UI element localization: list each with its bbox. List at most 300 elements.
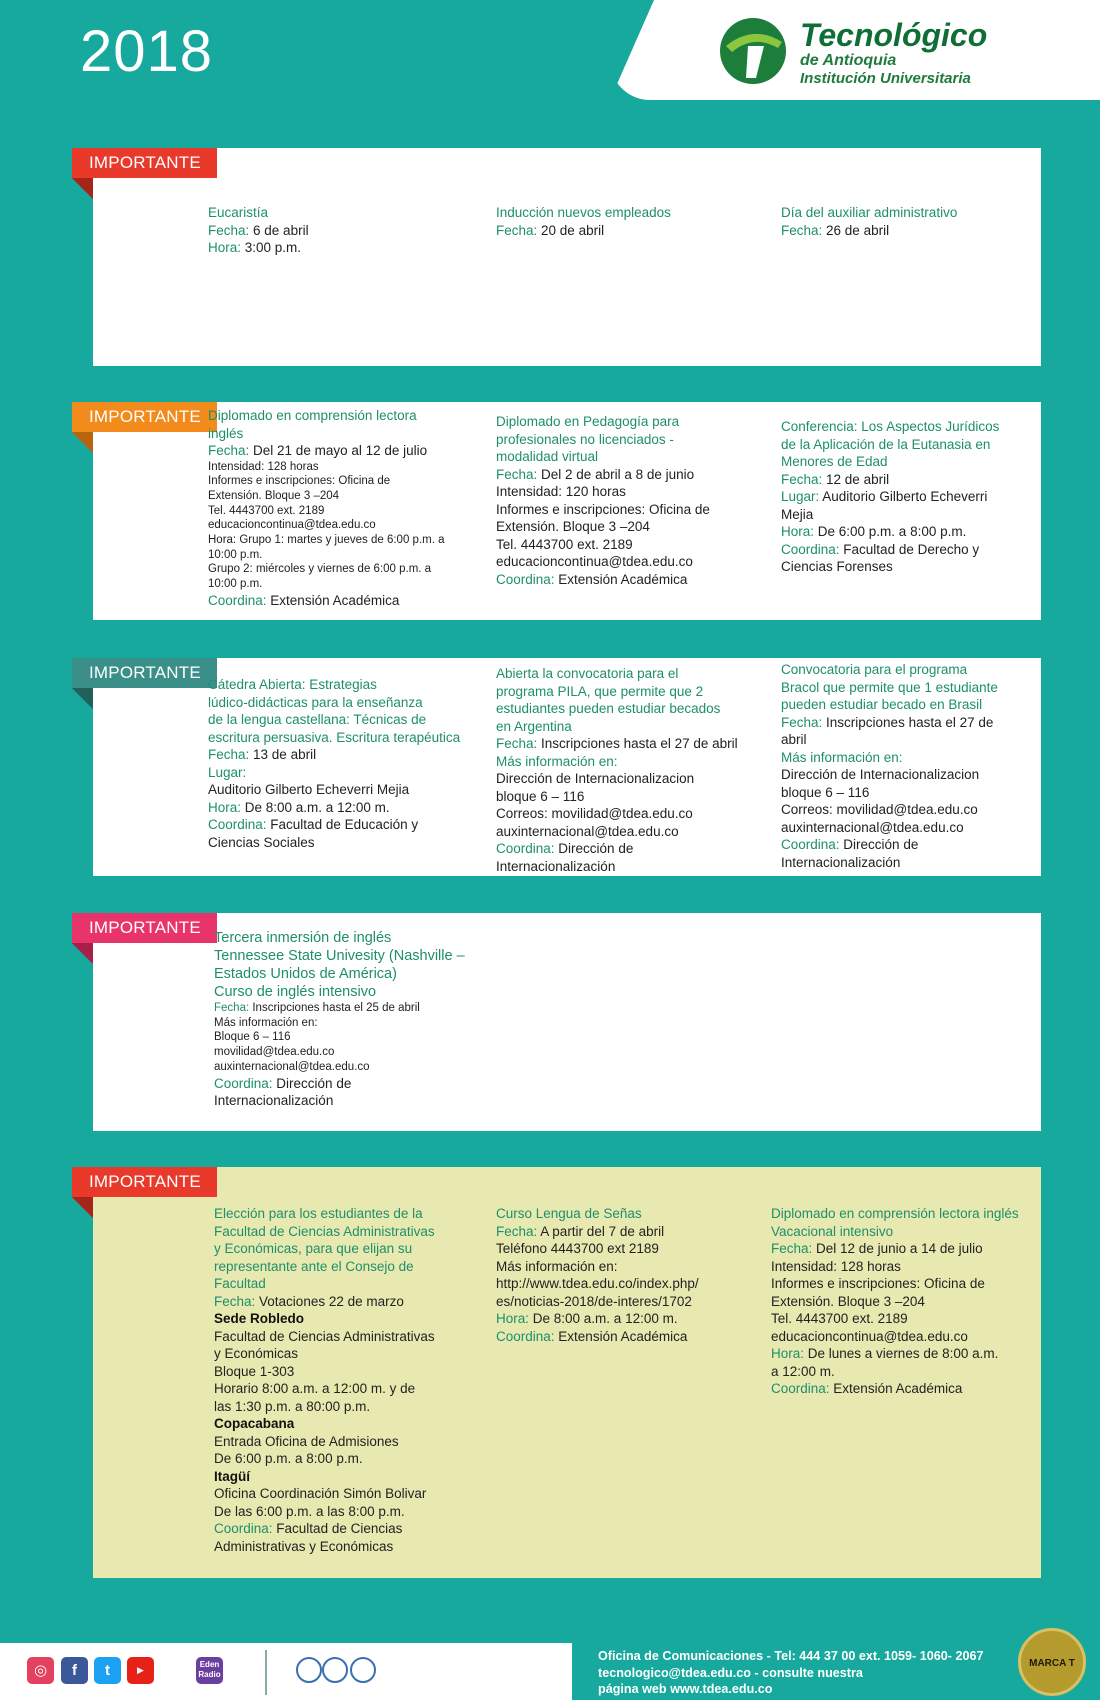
- event-line: [496, 518, 756, 536]
- event-text: Correos: movilidad@tdea.edu.co: [781, 802, 978, 817]
- event-text: Facultad de Ciencias Administrativas: [214, 1223, 435, 1239]
- event-text: representante ante el Consejo de: [214, 1258, 414, 1274]
- event-text: bloque 6 – 116: [781, 784, 870, 800]
- event-column: [496, 413, 756, 588]
- event-text: De lunes a viernes de 8:00 a.m.: [804, 1346, 999, 1361]
- event-text: Auditorio Gilberto Echeverri Mejia: [208, 782, 410, 797]
- event-line: [496, 1293, 756, 1311]
- event-text: Facultad de Derecho y: [839, 541, 980, 557]
- event-text: Internacionalización: [781, 854, 901, 870]
- event-line: [781, 731, 1031, 749]
- event-line: [214, 1275, 484, 1293]
- event-text: Dirección de Internacionalizacion: [496, 771, 695, 786]
- event-text: Informes e inscripciones: Oficina de: [496, 501, 710, 517]
- event-text: programa PILA, que permite que 2: [496, 683, 704, 699]
- logo-line2: de Antioquia: [800, 52, 897, 69]
- event-text: Fecha:: [496, 466, 538, 482]
- event-line: [208, 592, 478, 610]
- event-text: Dirección de: [839, 837, 919, 852]
- event-column: [781, 204, 1031, 239]
- event-line: [496, 1328, 756, 1346]
- event-text: Extensión Académica: [266, 592, 400, 608]
- event-line: [771, 1328, 1041, 1346]
- event-text: Más información en:: [781, 749, 903, 765]
- event-text: Itagüí: [214, 1468, 250, 1484]
- event-line: [771, 1275, 1041, 1293]
- event-line: [214, 1380, 484, 1398]
- event-text: Del 2 de abril a 8 de junio: [537, 466, 695, 482]
- event-line: [208, 834, 478, 852]
- event-line: [496, 466, 756, 484]
- event-text: Dirección de Internacionalizacion: [781, 767, 980, 782]
- event-line: [496, 553, 756, 571]
- event-text: Extensión. Bloque 3 –204: [208, 489, 340, 502]
- event-text: Facultad: [214, 1276, 266, 1291]
- event-line: [781, 696, 1031, 714]
- event-text: Ciencias Sociales: [208, 834, 315, 850]
- event-text: De 8:00 a.m. a 12:00 m.: [241, 799, 390, 815]
- tag-label: IMPORTANTE: [89, 663, 201, 682]
- event-line: [781, 661, 1031, 679]
- event-line: [208, 204, 478, 222]
- event-line: [781, 488, 1031, 506]
- event-text: Dirección de: [554, 841, 634, 856]
- event-line: [496, 770, 756, 788]
- event-line: [781, 558, 1031, 576]
- event-text: Sede Robledo: [214, 1311, 305, 1326]
- event-text: modalidad virtual: [496, 449, 599, 464]
- event-line: [214, 1485, 484, 1503]
- event-text: escritura persuasiva. Escritura terapéutica: [208, 729, 461, 745]
- event-line: [214, 1045, 514, 1060]
- event-line: [781, 836, 1031, 854]
- event-text: Extensión. Bloque 3 –204: [771, 1293, 925, 1309]
- event-text: Más información en:: [496, 1258, 618, 1274]
- logo-icon: [718, 16, 788, 86]
- event-line: [214, 929, 514, 947]
- event-text: Tel. 4443700 ext. 2189: [771, 1311, 908, 1326]
- event-line: [771, 1363, 1041, 1381]
- event-column: [496, 204, 756, 239]
- event-column: [208, 676, 478, 851]
- event-line: [496, 1240, 756, 1258]
- event-text: Eucaristía: [208, 205, 269, 220]
- event-line: [781, 204, 1031, 222]
- event-text: Intensidad: 128 horas: [771, 1258, 901, 1274]
- event-line: [781, 714, 1031, 732]
- event-line: [214, 965, 514, 983]
- event-text: Coordina:: [771, 1381, 830, 1396]
- event-text: Lugar:: [781, 489, 820, 504]
- event-text: Diplomado en comprensión lectora: [208, 408, 417, 423]
- event-text: Fecha:: [208, 747, 250, 762]
- event-line: [208, 442, 478, 460]
- event-line: [496, 665, 756, 683]
- event-line: [496, 413, 756, 431]
- event-text: Entrada Oficina de Admisiones: [214, 1433, 399, 1449]
- event-line: [496, 683, 756, 701]
- event-text: http://www.tdea.edu.co/index.php/: [496, 1276, 699, 1291]
- event-text: movilidad@tdea.edu.co: [214, 1046, 335, 1059]
- event-line: [781, 679, 1031, 697]
- event-text: Fecha:: [208, 222, 250, 238]
- event-text: profesionales no licenciados -: [496, 431, 674, 447]
- event-text: Coordina:: [781, 541, 840, 557]
- event-text: Hora:: [208, 799, 242, 815]
- event-line: [771, 1380, 1041, 1398]
- event-text: Lugar:: [208, 764, 247, 780]
- event-line: [496, 1205, 756, 1223]
- youtube-icon[interactable]: ▶: [127, 1657, 154, 1684]
- event-line: [781, 436, 1031, 454]
- event-line: [208, 548, 478, 563]
- event-text: Elección para los estudiantes de la: [214, 1206, 423, 1221]
- event-text: Cátedra Abierta: Estrategias: [208, 677, 377, 692]
- event-line: [214, 1205, 484, 1223]
- event-line: [496, 222, 756, 240]
- twitter-icon[interactable]: t: [94, 1657, 121, 1684]
- event-text: Inscripciones hasta el 27 de: [822, 714, 994, 730]
- event-text: 3:00 p.m.: [241, 240, 302, 255]
- event-line: [214, 1345, 484, 1363]
- event-text: Fecha:: [781, 471, 823, 487]
- event-text: auxinternacional@tdea.edu.co: [781, 819, 964, 835]
- event-line: [214, 983, 514, 1001]
- event-line: [214, 1538, 484, 1556]
- event-text: Intensidad: 128 horas: [208, 460, 319, 473]
- event-text: 10:00 p.m.: [208, 548, 263, 561]
- event-text: Hora:: [208, 240, 242, 255]
- event-line: [208, 222, 478, 240]
- event-line: [214, 1223, 484, 1241]
- event-text: Diplomado en comprensión lectora inglés: [771, 1206, 1019, 1221]
- event-line: [208, 746, 478, 764]
- event-text: Coordina:: [496, 1328, 555, 1344]
- event-line: [781, 819, 1031, 837]
- event-text: Mejia: [781, 506, 814, 522]
- event-line: [214, 1060, 514, 1075]
- event-line: [496, 700, 756, 718]
- event-line: [214, 1363, 484, 1381]
- event-text: auxinternacional@tdea.edu.co: [496, 823, 679, 839]
- event-text: lúdico-didácticas para la enseñanza: [208, 694, 423, 710]
- event-line: [208, 489, 478, 504]
- event-text: Facultad de Ciencias: [272, 1521, 403, 1536]
- event-line: [208, 781, 478, 799]
- event-line: [496, 858, 756, 876]
- event-line: [781, 506, 1031, 524]
- event-line: [214, 1030, 514, 1045]
- event-column: [214, 929, 514, 1110]
- event-line: [496, 571, 756, 589]
- event-text: Diplomado en Pedagogía para: [496, 414, 680, 429]
- event-line: [208, 504, 478, 519]
- event-text: Auditorio Gilberto Echeverri: [819, 489, 988, 504]
- event-text: Día del auxiliar administrativo: [781, 205, 958, 220]
- event-line: [208, 407, 478, 425]
- event-line: [214, 947, 514, 965]
- event-column: [781, 661, 1031, 871]
- event-text: bloque 6 – 116: [496, 788, 585, 804]
- event-text: Vacacional intensivo: [771, 1223, 894, 1239]
- event-text: Extensión Académica: [554, 1328, 688, 1344]
- event-text: A partir del 7 de abril: [537, 1223, 665, 1239]
- event-line: [496, 823, 756, 841]
- event-text: De las 6:00 p.m. a las 8:00 p.m.: [214, 1503, 405, 1519]
- event-text: Extensión Académica: [554, 571, 688, 587]
- event-column: [496, 1205, 756, 1345]
- event-text: Fecha:: [214, 1293, 256, 1309]
- event-line: [496, 753, 756, 771]
- event-text: Convocatoria para el programa: [781, 662, 968, 677]
- event-line: [781, 749, 1031, 767]
- event-line: [208, 816, 478, 834]
- event-line: [208, 711, 478, 729]
- event-text: Ciencias Forenses: [781, 559, 893, 574]
- event-text: Coordina:: [781, 837, 840, 852]
- event-line: [496, 1223, 756, 1241]
- event-line: [496, 1310, 756, 1328]
- event-line: [781, 453, 1031, 471]
- event-text: Tel. 4443700 ext. 2189: [208, 504, 325, 517]
- event-line: [214, 1328, 484, 1346]
- event-text: 6 de abril: [249, 222, 309, 238]
- footer-line2: tecnologico@tdea.edu.co - consulte nuestra: [598, 1665, 863, 1680]
- event-line: [781, 784, 1031, 802]
- event-line: [496, 501, 756, 519]
- event-line: [208, 425, 478, 443]
- event-text: Del 12 de junio a 14 de julio: [812, 1241, 983, 1256]
- event-text: Inscripciones hasta el 27 de abril: [537, 736, 738, 751]
- event-text: Coordina:: [208, 592, 267, 608]
- tag-label: IMPORTANTE: [89, 918, 201, 937]
- event-column: [781, 418, 1031, 576]
- event-text: Tennessee State Univesity (Nashville –: [214, 948, 465, 964]
- event-text: Del 21 de mayo al 12 de julio: [249, 443, 428, 458]
- event-line: [214, 1415, 484, 1433]
- event-text: Fecha:: [214, 1002, 250, 1014]
- event-text: 12 de abril: [822, 471, 890, 487]
- event-text: pueden estudiar becado en Brasil: [781, 697, 983, 712]
- event-text: Dirección de: [272, 1075, 352, 1091]
- event-line: [208, 729, 478, 747]
- event-line: [214, 1433, 484, 1451]
- event-text: Conferencia: Los Aspectos Jurídicos: [781, 419, 1000, 434]
- event-text: las 1:30 p.m. a 80:00 p.m.: [214, 1398, 371, 1414]
- event-line: [214, 1016, 514, 1031]
- event-line: [781, 801, 1031, 819]
- important-tag: [72, 658, 217, 688]
- event-line: [208, 694, 478, 712]
- event-text: Bloque 1-303: [214, 1363, 295, 1379]
- tag-label: IMPORTANTE: [89, 153, 201, 172]
- event-text: educacioncontinua@tdea.edu.co: [208, 519, 376, 532]
- event-text: Facultad de Ciencias Administrativas: [214, 1328, 435, 1344]
- event-text: Menores de Edad: [781, 454, 888, 469]
- event-line: [214, 1293, 484, 1311]
- event-text: Intensidad: 120 horas: [496, 484, 626, 499]
- event-text: Inscripciones hasta el 25 de abril: [249, 1002, 420, 1014]
- event-text: inglés: [208, 425, 244, 441]
- event-text: Oficina Coordinación Simón Bolivar: [214, 1486, 427, 1501]
- event-text: Hora: Grupo 1: martes y jueves de 6:00 p.m. a: [208, 534, 445, 547]
- event-text: Más información en:: [496, 753, 618, 769]
- event-line: [214, 1503, 484, 1521]
- event-line: [208, 676, 478, 694]
- event-line: [208, 764, 478, 782]
- event-text: De 6:00 p.m. a 8:00 p.m.: [814, 524, 967, 539]
- event-text: Coordina:: [214, 1521, 273, 1536]
- event-line: [214, 1450, 484, 1468]
- event-line: [771, 1223, 1041, 1241]
- event-text: Votaciones 22 de marzo: [255, 1293, 404, 1309]
- event-text: Copacabana: [214, 1416, 295, 1431]
- event-text: Fecha:: [781, 222, 823, 238]
- event-line: [781, 418, 1031, 436]
- event-line: [208, 533, 478, 548]
- footer-contact: [598, 1648, 983, 1698]
- footer-divider: [265, 1650, 267, 1695]
- event-line: [781, 471, 1031, 489]
- event-line: [214, 1520, 484, 1538]
- event-line: [208, 239, 478, 257]
- event-line: [781, 766, 1031, 784]
- event-line: [214, 1398, 484, 1416]
- event-text: Fecha:: [496, 736, 538, 751]
- event-line: [208, 518, 478, 533]
- event-line: [771, 1310, 1041, 1328]
- event-text: Extensión. Bloque 3 –204: [496, 519, 650, 534]
- event-line: [208, 799, 478, 817]
- event-text: Bracol que permite que 1 estudiante: [781, 679, 998, 695]
- event-text: 26 de abril: [822, 222, 890, 238]
- year-title: 2018: [80, 19, 214, 84]
- event-line: [214, 1310, 484, 1328]
- event-text: Coordina:: [496, 571, 555, 587]
- event-line: [771, 1205, 1041, 1223]
- event-line: [771, 1258, 1041, 1276]
- footer-line3: página web www.tdea.edu.co: [598, 1682, 773, 1697]
- event-text: Correos: movilidad@tdea.edu.co: [496, 806, 693, 821]
- event-text: De 8:00 a.m. a 12:00 m.: [529, 1311, 678, 1326]
- event-text: Administrativas y Económicas: [214, 1538, 394, 1554]
- event-line: [771, 1345, 1041, 1363]
- event-column: [214, 1205, 484, 1555]
- event-line: [496, 718, 756, 736]
- globe-icon: [350, 1657, 376, 1683]
- event-line: [496, 483, 756, 501]
- event-text: Fecha:: [208, 443, 250, 458]
- event-text: a 12:00 m.: [771, 1363, 835, 1379]
- important-tag: [72, 913, 217, 943]
- event-line: [214, 1468, 484, 1486]
- facebook-icon[interactable]: f: [61, 1657, 88, 1684]
- logo-text: [800, 18, 987, 87]
- event-text: Coordina:: [208, 817, 267, 832]
- event-text: y Económicas, para que elijan su: [214, 1241, 413, 1256]
- logo-line3: Institución Universitaria: [800, 70, 971, 87]
- important-tag: [72, 148, 217, 178]
- event-column: [208, 407, 478, 609]
- event-text: Hora:: [496, 1311, 530, 1326]
- event-text: de la lengua castellana: Técnicas de: [208, 712, 427, 727]
- event-line: [208, 562, 478, 577]
- marca-t-seal: MARCA T: [1018, 1628, 1086, 1696]
- event-line: [208, 577, 478, 592]
- event-line: [214, 1092, 514, 1110]
- event-text: Internacionalización: [214, 1093, 334, 1109]
- event-text: Fecha:: [496, 1223, 538, 1239]
- eden-radio-icon[interactable]: Eden Radio: [196, 1657, 223, 1684]
- event-line: [214, 1240, 484, 1258]
- event-line: [496, 1275, 756, 1293]
- event-text: Más información en:: [214, 1016, 318, 1029]
- event-line: [208, 460, 478, 475]
- event-line: [781, 541, 1031, 559]
- event-text: De 6:00 p.m. a 8:00 p.m.: [214, 1451, 363, 1466]
- important-tag: [72, 402, 217, 432]
- event-line: [496, 805, 756, 823]
- tag-label: IMPORTANTE: [89, 1172, 201, 1191]
- event-text: Fecha:: [771, 1241, 813, 1256]
- event-text: 10:00 p.m.: [208, 578, 263, 591]
- instagram-icon[interactable]: ◎: [27, 1657, 54, 1684]
- event-text: Tercera inmersión de inglés: [214, 930, 392, 946]
- event-text: Inducción nuevos empleados: [496, 205, 671, 220]
- event-column: [208, 204, 478, 257]
- event-text: Fecha:: [496, 222, 538, 238]
- event-line: [496, 735, 756, 753]
- important-tag: [72, 1167, 217, 1197]
- event-text: estudiantes pueden estudiar becados: [496, 701, 721, 716]
- event-text: en Argentina: [496, 718, 572, 734]
- event-column: [496, 665, 756, 875]
- event-line: [781, 523, 1031, 541]
- event-text: y Económicas: [214, 1346, 299, 1361]
- event-text: Grupo 2: miércoles y viernes de 6:00 p.m. a: [208, 563, 432, 576]
- event-text: es/noticias-2018/de-interes/1702: [496, 1293, 692, 1309]
- event-text: Coordina:: [214, 1075, 273, 1091]
- event-text: 20 de abril: [537, 222, 605, 238]
- event-line: [496, 788, 756, 806]
- event-line: [496, 448, 756, 466]
- event-line: [771, 1293, 1041, 1311]
- event-line: [214, 1258, 484, 1276]
- event-line: [496, 840, 756, 858]
- event-text: Internacionalización: [496, 858, 616, 874]
- event-text: Coordina:: [496, 841, 555, 856]
- event-text: Tel. 4443700 ext. 2189: [496, 536, 633, 552]
- event-line: [496, 1258, 756, 1276]
- event-column: [771, 1205, 1041, 1398]
- footer-line1: Oficina de Comunicaciones - Tel: 444 37 00 ext. 1059- 1060- 2067: [598, 1649, 984, 1663]
- logo-name: Tecnológico: [800, 17, 988, 53]
- event-line: [496, 431, 756, 449]
- event-text: Curso de inglés intensivo: [214, 984, 377, 1000]
- tag-label: IMPORTANTE: [89, 407, 201, 426]
- event-text: auxinternacional@tdea.edu.co: [214, 1060, 370, 1073]
- event-line: [496, 536, 756, 554]
- event-text: Horario 8:00 a.m. a 12:00 m. y de: [214, 1381, 416, 1396]
- event-text: de la Aplicación de la Eutanasia en: [781, 436, 991, 452]
- event-text: Informes e inscripciones: Oficina de: [208, 475, 391, 488]
- event-text: educacioncontinua@tdea.edu.co: [771, 1328, 968, 1344]
- event-text: Informes e inscripciones: Oficina de: [771, 1276, 985, 1291]
- event-line: [771, 1240, 1041, 1258]
- event-line: [781, 854, 1031, 872]
- event-line: [781, 222, 1031, 240]
- section-panel-1: [93, 148, 1041, 366]
